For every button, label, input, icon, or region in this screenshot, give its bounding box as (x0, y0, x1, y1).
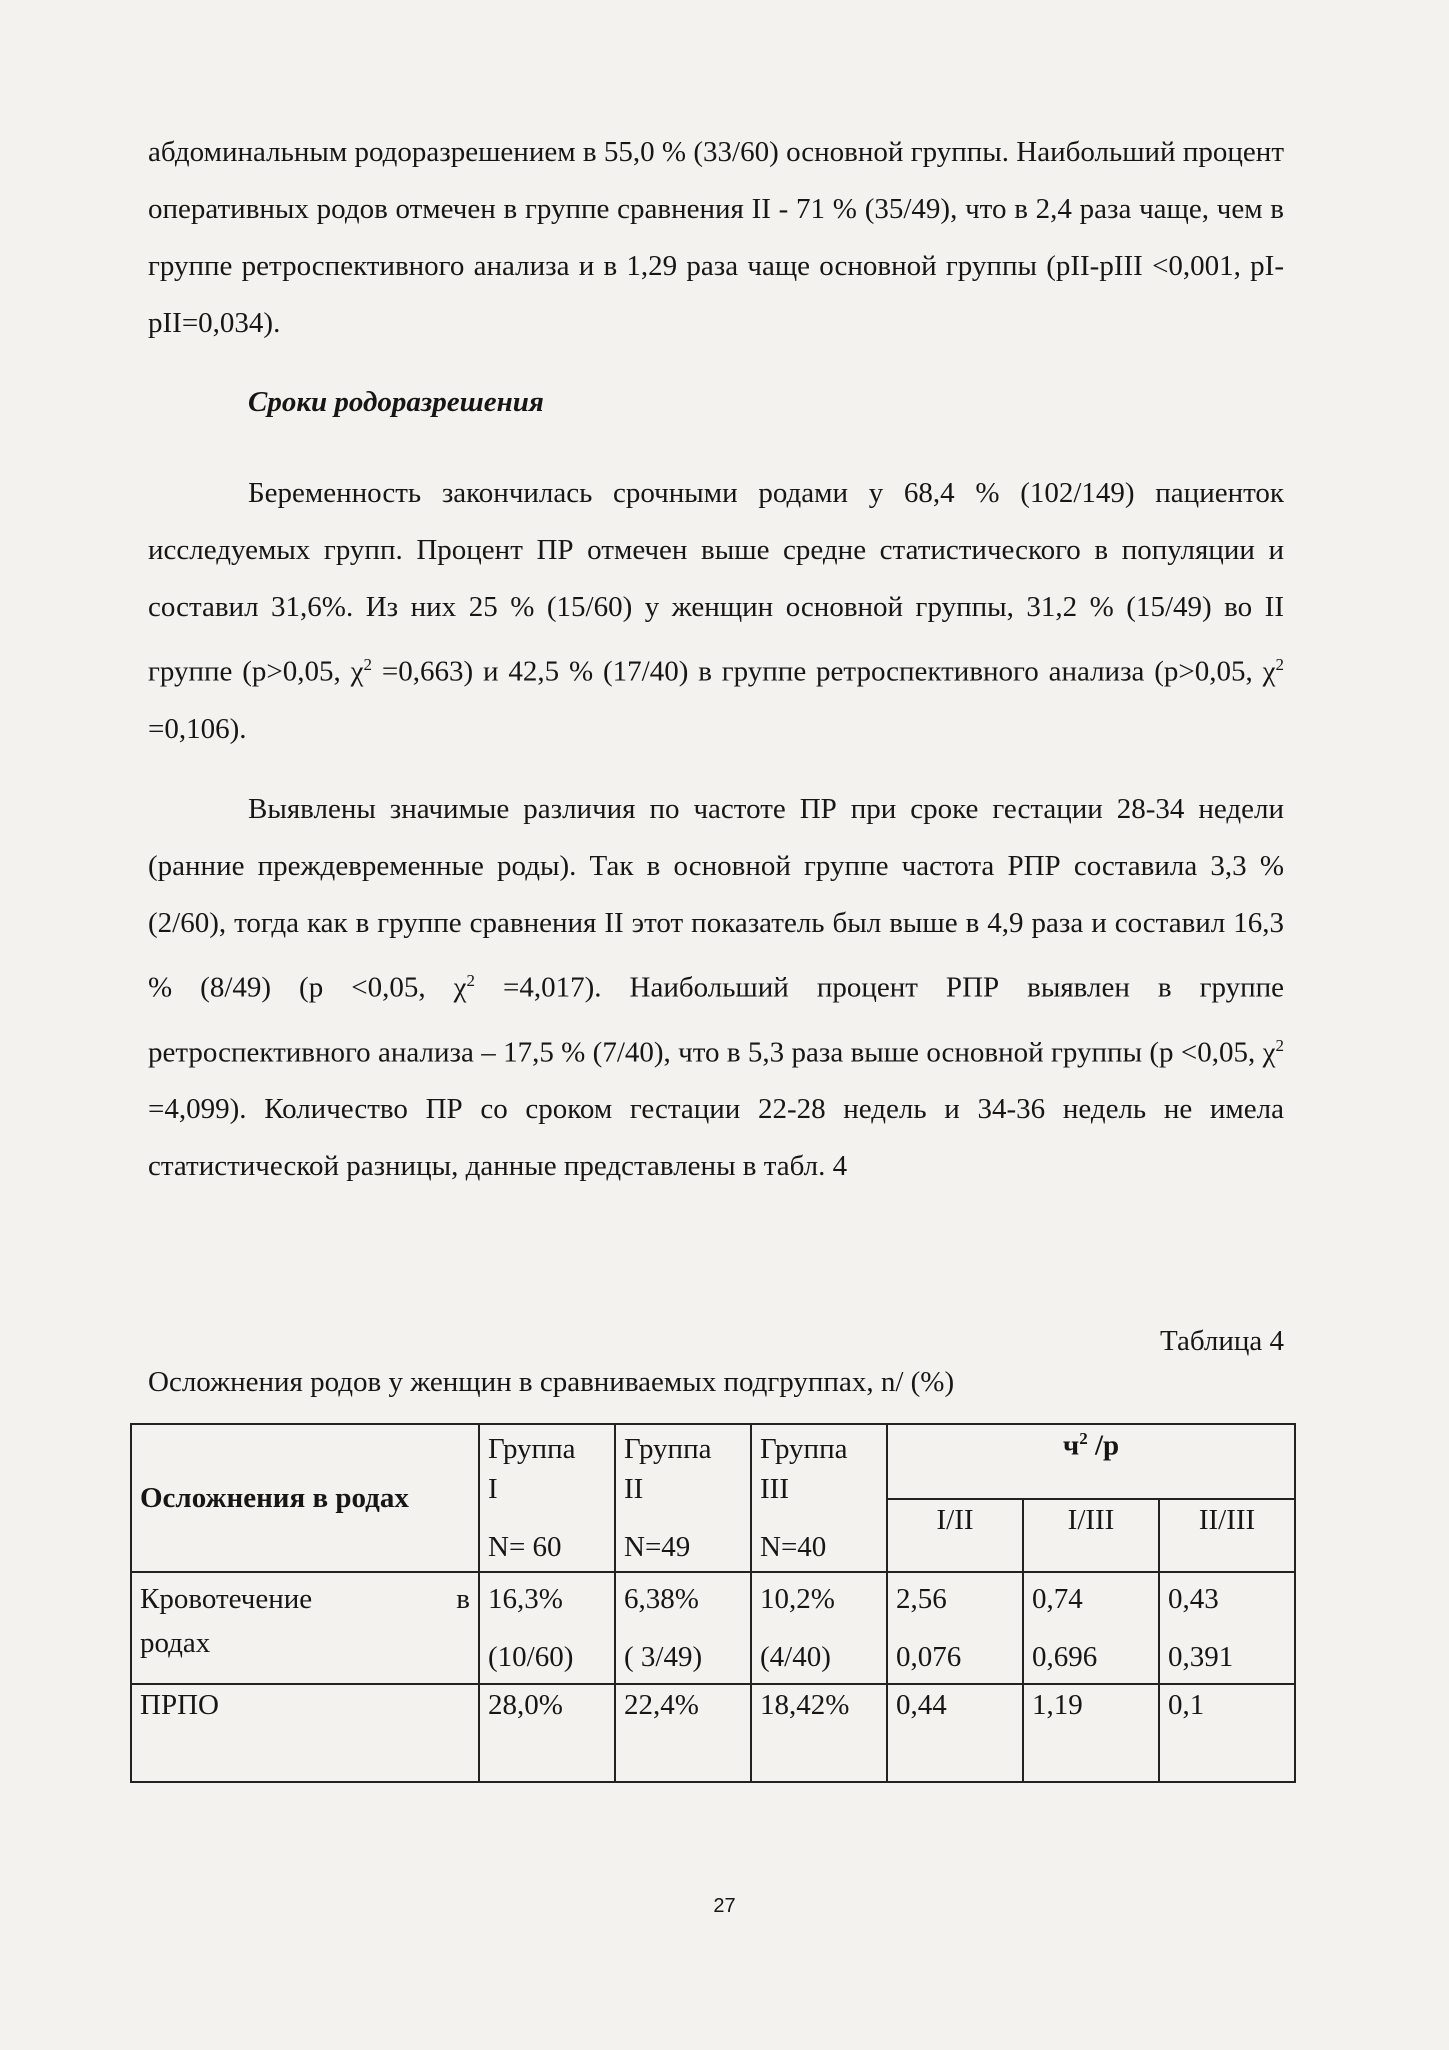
superscript: 2 (1275, 655, 1284, 674)
cell-group-2: 6,38% ( 3/49) (615, 1572, 751, 1684)
header-comparison-1: I/II (887, 1499, 1023, 1572)
row-label: Кровотечение в родах (131, 1572, 479, 1684)
cell-group-3: 18,42% (751, 1684, 887, 1782)
paragraph-text: Беременность закончилась срочными родами у 68,4 % (102/149) пациенток исследуемых групп. Процент ПР отмечен выше средне статистического в популяции и составил 31,6%. Из них 25 % (15/60) у женщин основной группы, 31,2 % (15/49) во II группе (p>0,05, χ (148, 477, 1284, 688)
header-group-1: Группа I N= 60 (479, 1424, 615, 1572)
paragraph-text: абдоминальным родоразрешением в 55,0 % (33/60) основной группы. Наибольший процент оперативных родов отмечен в группе сравнения II - 71 % (35/49), что в 2,4 раза чаще, чем в группе ретроспективного анализа и в 1,29 раза чаще основной группы (pII-pIII <0,001, pI-pII=0,034). (148, 136, 1284, 339)
table-row (131, 1572, 1295, 1684)
cell-comparison-1: 0,44 (887, 1684, 1023, 1782)
superscript: 2 (363, 655, 373, 674)
page-number: 27 (713, 1895, 736, 1917)
header-group-2: Группа II N=49 (615, 1424, 751, 1572)
paragraph-preterm-differences (148, 781, 1284, 1195)
header-comparison-3: II/III (1159, 1499, 1295, 1572)
cell-group-3: 10,2% (4/40) (751, 1572, 887, 1684)
paragraph-text: =4,099). Количество ПР со сроком гестации 22-28 недель и 34-36 недель не имела статистической разницы, данные представлены в табл. 4 (148, 1093, 1284, 1183)
cell-group-1: 28,0% (479, 1684, 615, 1782)
paragraph-operative-delivery (148, 124, 1284, 352)
cell-comparison-1: 2,56 0,076 (887, 1572, 1023, 1684)
table-number: Таблица 4 (1159, 1325, 1284, 1357)
complications-table (130, 1423, 1296, 1783)
paragraph-text: =0,106). (148, 712, 247, 745)
table-caption: Осложнения родов у женщин в сравниваемых подгруппах, n/ (%) (148, 1366, 955, 1398)
cell-comparison-3: 0,1 (1159, 1684, 1295, 1782)
superscript: 2 (466, 971, 475, 990)
paragraph-text: =4,017). Наибольший процент РПР выявлен в группе ретроспективного анализа – 17,5 % (7/40), что в 5,3 раза выше основной группы (p <0,05, χ (148, 971, 1284, 1069)
header-comparison-2: I/III (1023, 1499, 1159, 1572)
cell-comparison-2: 1,19 (1023, 1684, 1159, 1782)
header-chi-square: $ч^2$ /p (887, 1424, 1295, 1499)
table-header-row (131, 1424, 1295, 1499)
superscript: 2 (1275, 1035, 1284, 1055)
cell-comparison-3: 0,43 0,391 (1159, 1572, 1295, 1684)
header-complications: Осложнения в родах (131, 1424, 479, 1572)
cell-comparison-2: 0,74 0,696 (1023, 1572, 1159, 1684)
paragraph-text: Выявлены значимые различия по частоте ПР при сроке гестации 28-34 недели (ранние преждевременные роды). Так в основной группе частота РПР составила 3,3 % (2/60), тогда как в группе сравнения II этот показатель был выше в 4,9 раза и составил 16,3 % (8/49) (p <0,05, χ (148, 793, 1284, 1004)
paragraph-text: =0,663) и 42,5 % (17/40) в группе ретроспективного анализа (p>0,05, χ (372, 655, 1276, 688)
cell-group-2: 22,4% (615, 1684, 751, 1782)
table-row (131, 1684, 1295, 1782)
paragraph-delivery-terms (148, 465, 1284, 758)
row-label: ПРПО (131, 1684, 479, 1782)
cell-group-1: 16,3% (10/60) (479, 1572, 615, 1684)
section-heading: Сроки родоразрешения (248, 386, 544, 418)
header-group-3: Группа III N=40 (751, 1424, 887, 1572)
